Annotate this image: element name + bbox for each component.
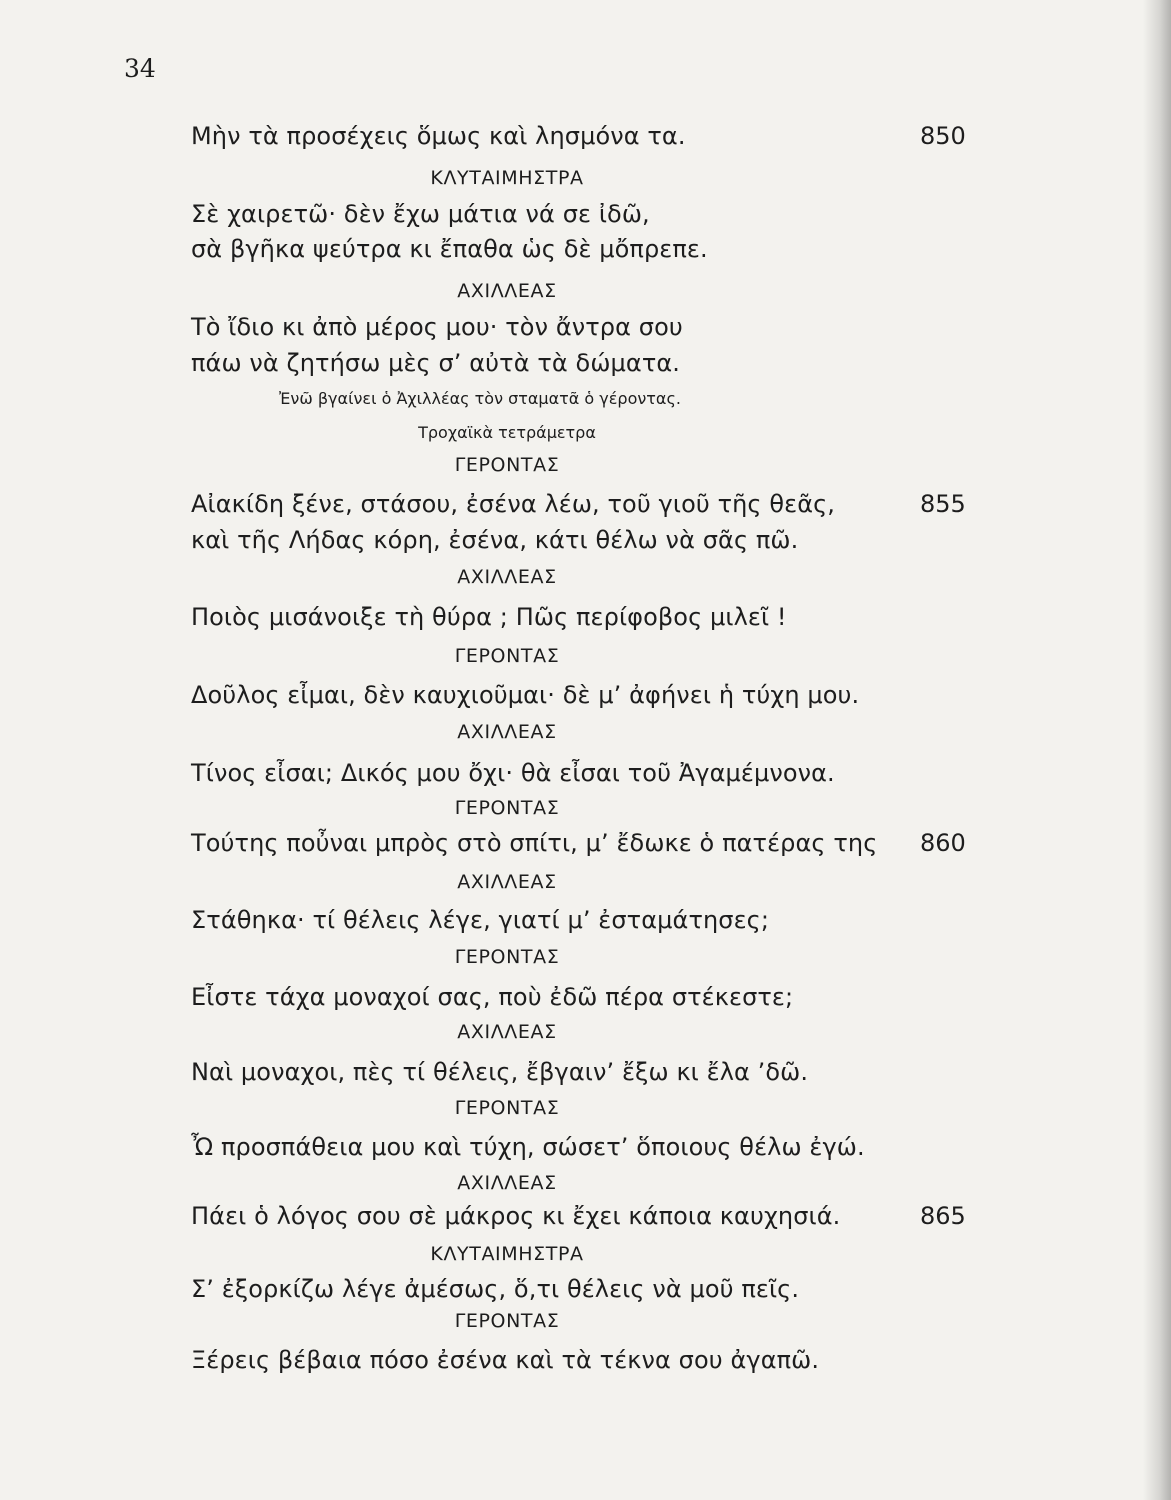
speaker-name: ΚΛΥΤΑΙΜΗΣΤΡΑ: [430, 167, 584, 189]
verse-line: Ναὶ μοναχοι, πὲς τί θέλεις, ἔβγαιν’ ἔξω κι ἔλα ’δῶ.: [191, 1058, 809, 1086]
line-number: 850: [920, 122, 966, 150]
meter-label: Τροχαϊκὰ τετράμετρα: [418, 423, 596, 442]
verse-line: καὶ τῆς Λήδας κόρη, ἐσένα, κάτι θέλω νὰ σᾶς πῶ.: [191, 526, 799, 554]
speaker-name: ΓΕΡΟΝΤΑΣ: [454, 645, 560, 667]
stage-direction: Ἐνῶ βγαίνει ὁ Ἀχιλλέας τὸν σταματᾶ ὁ γέροντας.: [279, 389, 681, 408]
verse-line: Δοῦλος εἶμαι, δὲν καυχιοῦμαι· δὲ μ’ ἀφήνει ἡ τύχη μου.: [191, 681, 860, 709]
speaker-name: ΓΕΡΟΝΤΑΣ: [454, 1097, 560, 1119]
speaker-name: ΓΕΡΟΝΤΑΣ: [454, 454, 560, 476]
speaker-name: ΑΧΙΛΛΕΑΣ: [457, 721, 557, 743]
speaker-name: ΓΕΡΟΝΤΑΣ: [454, 1310, 560, 1332]
speaker-name: ΑΧΙΛΛΕΑΣ: [457, 566, 557, 588]
verse-line: Τίνος εἶσαι; Δικός μου ὄχι· θὰ εἶσαι τοῦ Ἀγαμέμνονα.: [191, 759, 835, 787]
verse-line: Σὲ χαιρετῶ· δὲν ἔχω μάτια νά σε ἰδῶ,: [191, 200, 650, 228]
verse-line: Αἰακίδη ξένε, στάσου, ἐσένα λέω, τοῦ γιοῦ τῆς θεᾶς,: [191, 490, 836, 518]
speaker-name: ΑΧΙΛΛΕΑΣ: [457, 1021, 557, 1043]
verse-line: Ὦ προσπάθεια μου καὶ τύχη, σώσετ’ ὅποιους θέλω ἐγώ.: [191, 1133, 865, 1161]
speaker-name: ΑΧΙΛΛΕΑΣ: [457, 280, 557, 302]
speaker-name: ΚΛΥΤΑΙΜΗΣΤΡΑ: [430, 1243, 584, 1265]
verse-line: Τὸ ἴδιο κι ἀπὸ μέρος μου· τὸν ἄντρα σου: [191, 313, 683, 341]
verse-line: Ποιὸς μισάνοιξε τὴ θύρα ; Πῶς περίφοβος μιλεῖ !: [191, 603, 787, 631]
verse-line: πάω νὰ ζητήσω μὲς σ’ αὐτὰ τὰ δώματα.: [191, 349, 681, 377]
page-number: 34: [124, 54, 156, 83]
verse-line: σὰ βγῆκα ψεύτρα κι ἔπαθα ὡς δὲ μὄπρεπε.: [191, 235, 708, 263]
verse-line: Σ’ ἐξορκίζω λέγε ἀμέσως, ὅ,τι θέλεις νὰ μοῦ πεῖς.: [191, 1275, 800, 1303]
verse-line: Μὴν τὰ προσέχεις ὅμως καὶ λησμόνα τα.: [191, 122, 686, 150]
verse-line: Τούτης ποὖναι μπρὸς στὸ σπίτι, μ’ ἔδωκε ὁ πατέρας της: [191, 829, 878, 857]
speaker-name: ΓΕΡΟΝΤΑΣ: [454, 946, 560, 968]
line-number: 865: [920, 1202, 966, 1230]
verse-line: Εἶστε τάχα μοναχοί σας, ποὺ ἐδῶ πέρα στέκεστε;: [191, 983, 794, 1011]
line-number: 855: [920, 490, 966, 518]
line-number: 860: [920, 829, 966, 857]
speaker-name: ΓΕΡΟΝΤΑΣ: [454, 797, 560, 819]
verse-line: Ξέρεις βέβαια πόσο ἐσένα καὶ τὰ τέκνα σου ἀγαπῶ.: [191, 1346, 820, 1374]
verse-line: Στάθηκα· τί θέλεις λέγε, γιατί μ’ ἐσταμάτησες;: [191, 906, 770, 934]
verse-line: Πάει ὁ λόγος σου σὲ μάκρος κι ἔχει κάποια καυχησιά.: [191, 1202, 841, 1230]
speaker-name: ΑΧΙΛΛΕΑΣ: [457, 871, 557, 893]
speaker-name: ΑΧΙΛΛΕΑΣ: [457, 1172, 557, 1194]
